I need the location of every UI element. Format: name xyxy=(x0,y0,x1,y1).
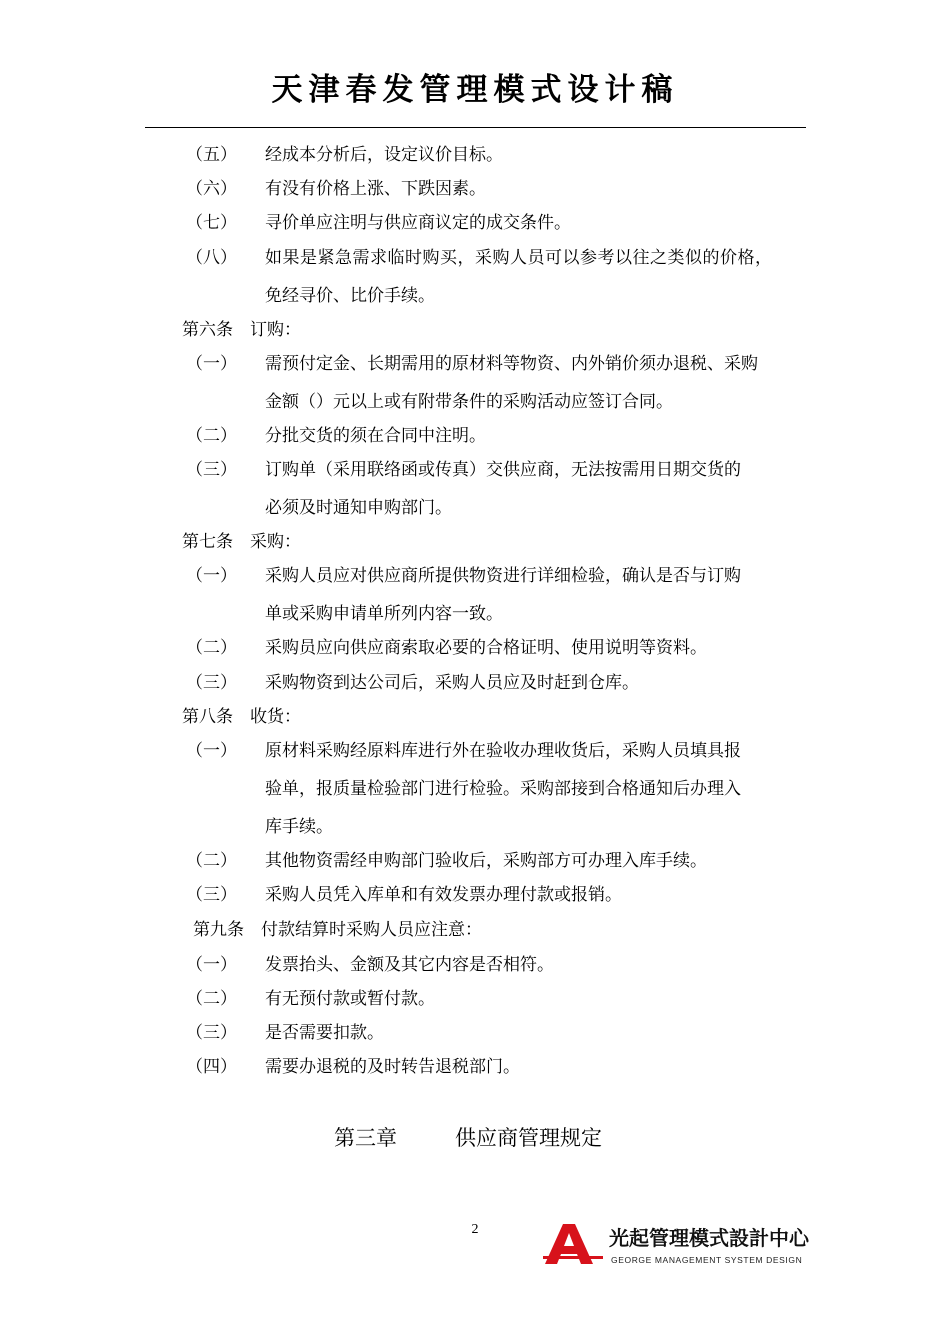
clause-text: 验单，报质量检验部门进行检验。采购部接到合格通知后办理入 xyxy=(265,779,741,799)
company-logo xyxy=(543,1222,808,1268)
clause-text: 原材料采购经原料库进行外在验收办理收货后，采购人员填具报 xyxy=(265,741,741,761)
clause-text: 发票抬头、金额及其它内容是否相符。 xyxy=(265,955,554,975)
header-divider xyxy=(145,127,806,128)
clause-number: （四） xyxy=(186,1057,237,1077)
clause-number: （六） xyxy=(186,179,237,199)
clause-number: （三） xyxy=(186,673,237,693)
clause-text: 经成本分析后，设定议价目标。 xyxy=(265,145,503,165)
clause-number: （一） xyxy=(186,566,237,586)
clause-number: （三） xyxy=(186,1023,237,1043)
clause-number: （三） xyxy=(186,460,237,480)
article-title: 第八条 收货： xyxy=(182,707,301,727)
clause-text: 必须及时通知申购部门。 xyxy=(265,498,452,518)
clause-number: （三） xyxy=(186,885,237,905)
logo-english-name: GEORGE MANAGEMENT SYSTEM DESIGN xyxy=(611,1255,803,1265)
clause-number: （二） xyxy=(186,638,237,658)
article-title: 第七条 采购： xyxy=(182,532,301,552)
clause-text: 需预付定金、长期需用的原材料等物资、内外销价须办退税、采购 xyxy=(265,354,758,374)
clause-number: （八） xyxy=(186,248,237,268)
clause-text: 分批交货的须在合同中注明。 xyxy=(265,426,486,446)
clause-text: 寻价单应注明与供应商议定的成交条件。 xyxy=(265,213,571,233)
chapter-number: 第三章 xyxy=(334,1126,397,1150)
article-title: 第六条 订购： xyxy=(182,320,301,340)
clause-text: 采购人员应对供应商所提供物资进行详细检验，确认是否与订购 xyxy=(265,566,741,586)
clause-number: （一） xyxy=(186,741,237,761)
logo-a-mark-icon xyxy=(543,1222,605,1264)
clause-text: 采购人员凭入库单和有效发票办理付款或报销。 xyxy=(265,885,622,905)
clause-text: 采购物资到达公司后，采购人员应及时赶到仓库。 xyxy=(265,673,639,693)
clause-text: 有没有价格上涨、下跌因素。 xyxy=(265,179,486,199)
clause-text: 金额（）元以上或有附带条件的采购活动应签订合同。 xyxy=(265,392,673,412)
clause-text: 单或采购申请单所列内容一致。 xyxy=(265,604,503,624)
clause-text: 是否需要扣款。 xyxy=(265,1023,384,1043)
clause-number: （一） xyxy=(186,955,237,975)
clause-number: （二） xyxy=(186,989,237,1009)
clause-text: 其他物资需经申购部门验收后，采购部方可办理入库手续。 xyxy=(265,851,707,871)
clause-number: （七） xyxy=(186,213,237,233)
clause-text: 如果是紧急需求临时购买，采购人员可以参考以往之类似的价格， xyxy=(265,248,773,268)
page-number: 2 xyxy=(471,1222,479,1237)
article-title: 第九条 付款结算时采购人员应注意： xyxy=(193,920,482,940)
clause-text: 订购单（采用联络函或传真）交供应商，无法按需用日期交货的 xyxy=(265,460,741,480)
document-header-title: 天津春发管理模式设计稿 xyxy=(271,72,679,108)
clause-text: 免经寻价、比价手续。 xyxy=(265,286,435,306)
clause-number: （二） xyxy=(186,851,237,871)
clause-text: 需要办退税的及时转告退税部门。 xyxy=(265,1057,520,1077)
clause-number: （五） xyxy=(186,145,237,165)
logo-chinese-name: 光起管理模式設計中心 xyxy=(609,1226,809,1250)
chapter-title: 供应商管理规定 xyxy=(455,1126,602,1150)
clause-number: （二） xyxy=(186,426,237,446)
clause-text: 采购员应向供应商索取必要的合格证明、使用说明等资料。 xyxy=(265,638,707,658)
clause-text: 库手续。 xyxy=(265,817,333,837)
logo-a-bar xyxy=(543,1256,603,1259)
clause-text: 有无预付款或暂付款。 xyxy=(265,989,435,1009)
clause-number: （一） xyxy=(186,354,237,374)
